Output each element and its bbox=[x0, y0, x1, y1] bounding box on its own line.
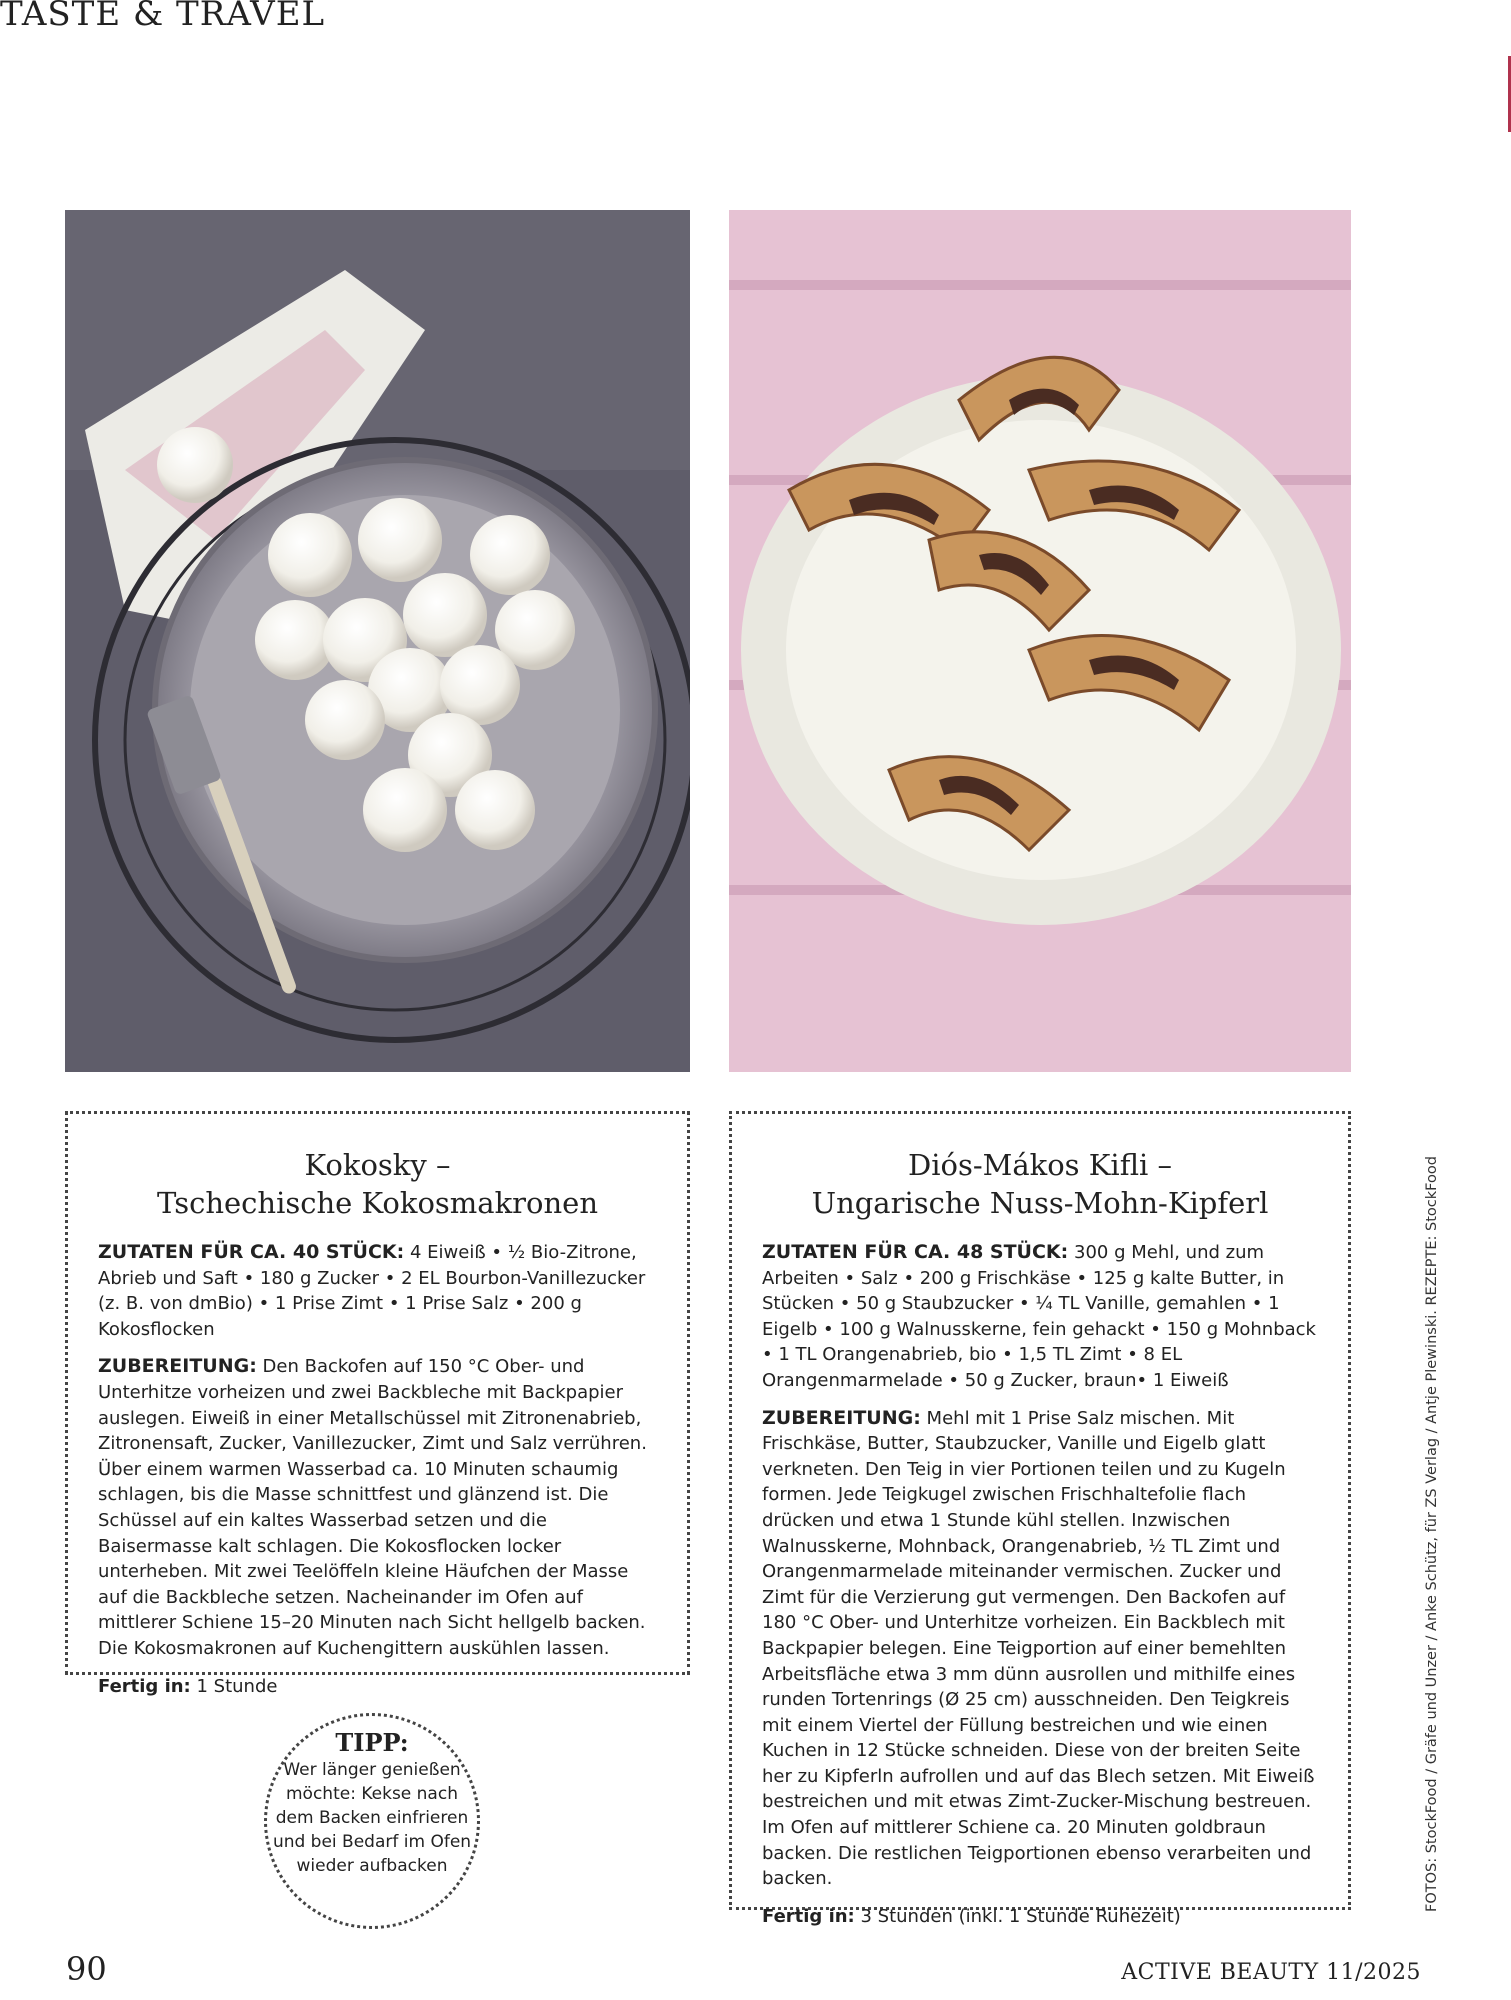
page-number: 90 bbox=[66, 1950, 107, 1988]
recipe-box-kokosky bbox=[65, 1111, 690, 1697]
ready-time-paragraph bbox=[98, 1674, 657, 1700]
recipe-title-line1: Diós-Mákos Kifli – bbox=[907, 1148, 1173, 1182]
recipe-title bbox=[762, 1146, 1318, 1222]
ingredients-label: ZUTATEN FÜR CA. 40 STÜCK: bbox=[98, 1241, 405, 1263]
magazine-issue: ACTIVE BEAUTY 11/2025 bbox=[1121, 1960, 1421, 1985]
preparation-text: Den Backofen auf 150 °C Ober- und Unterhitze vorheizen und zwei Backbleche mit Backpapier auslegen. Eiweiß in einer Metallschüssel mit Zitronenabrieb, Zitronensaft, Zucker, Vanillezucker, Zimt und Salz verrühren. Über einem warmen Wasserbad ca. 10 Minuten schaumig schlagen, bis die Masse schnittfest und glänzend ist. Die Schüssel auf ein kaltes Wasserbad setzen und die Baisermasse kalt schlagen. Die Kokosflocken locker unterheben. Mit zwei Teelöffeln kleine Häufchen der Masse auf die Backbleche setzen. Nacheinander im Ofen auf mittlerer Schiene 15–20 Minuten nach Sicht hellgelb backen. Die Kokosmakronen auf Kuchengittern auskühlen lassen. bbox=[98, 1356, 647, 1659]
preparation-text: Mehl mit 1 Prise Salz mischen. Mit Frischkäse, Butter, Staubzucker, Vanille und Eigelb glatt verkneten. Den Teig in vier Portionen teilen und zu Kugeln formen. Jede Teigkugel zwischen Frischhaltefolie flach drücken und etwa 1 Stunde kühl stellen. Inzwischen Walnusskerne, Mohnback, Orangenabrieb, ½ TL Zimt und Orangenmarmelade miteinander vermischen. Zucker und Zimt für die Verzierung gut vermengen. Den Backofen auf 180 °C Ober- und Unterhitze vorheizen. Ein Backblech mit Backpapier belegen. Eine Teigportion auf einer bemehlten Arbeitsfläche etwa 3 mm dünn ausrollen und mithilfe eines runden Tortenrings (Ø 25 cm) ausschneiden. Den Teigkreis mit einem Viertel der Füllung bestreichen und wie einen Kuchen in 12 Stücke schneiden. Diese von der breiten Seite her zu Kipferln aufrollen und auf das Blech setzen. Mit Eiweiß bestreichen und mit etwas Zimt-Zucker-Mischung bestreuen. Im Ofen auf mittlerer Schiene ca. 20 Minuten goldbraun backen. Die restlichen Teigportionen ebenso verarbeiten und backen. bbox=[762, 1407, 1315, 1890]
preparation-paragraph bbox=[762, 1406, 1318, 1892]
ready-time-text: 1 Stunde bbox=[190, 1675, 278, 1697]
preparation-label: ZUBEREITUNG: bbox=[98, 1355, 257, 1378]
preparation-label: ZUBEREITUNG: bbox=[762, 1406, 921, 1429]
coconut-macaroons-illustration bbox=[65, 210, 690, 1072]
kifli-illustration bbox=[729, 210, 1351, 1072]
recipe-title-line1: Kokosky – bbox=[304, 1148, 451, 1182]
ready-time-text: 3 Stunden (inkl. 1 Stunde Ruhezeit) bbox=[854, 1905, 1181, 1927]
coconut-macaroons-photo bbox=[65, 210, 690, 1072]
ingredients-label: ZUTATEN FÜR CA. 48 STÜCK: bbox=[762, 1241, 1069, 1263]
nut-poppy-kifli-photo bbox=[729, 210, 1351, 1072]
ingredients-text: 4 Eiweiß • ½ Bio-Zitrone, Abrieb und Saft • 180 g Zucker • 2 EL Bourbon-Vanillezucker (z. B. von dmBio) • 1 Prise Zimt • 1 Prise Salz • 200 g Kokosflocken bbox=[98, 1242, 646, 1340]
preparation-paragraph bbox=[98, 1354, 657, 1661]
ready-time-label: Fertig in: bbox=[98, 1675, 191, 1697]
recipe-title bbox=[98, 1146, 657, 1222]
recipe-title-line2: Ungarische Nuss-Mohn-Kipferl bbox=[811, 1186, 1269, 1220]
photo-credits: FOTOS: StockFood / Gräfe und Unzer / Anke Schütz, für ZS Verlag / Antje Plewinski. REZEPTE: StockFood bbox=[1424, 1156, 1440, 1912]
recipe-title-line2: Tschechische Kokosmakronen bbox=[156, 1186, 599, 1220]
recipe-box-dios-makos-kifli bbox=[729, 1111, 1351, 1927]
tip-callout bbox=[264, 1713, 480, 1929]
ready-time-paragraph bbox=[762, 1904, 1318, 1930]
tip-title: TIPP: bbox=[335, 1728, 409, 1757]
ingredients-paragraph bbox=[98, 1240, 657, 1342]
section-title: TASTE & TRAVEL bbox=[0, 0, 326, 34]
ready-time-label: Fertig in: bbox=[762, 1905, 855, 1927]
ingredients-paragraph bbox=[762, 1240, 1318, 1394]
ingredients-text: 300 g Mehl, und zum Arbeiten • Salz • 200 g Frischkäse • 125 g kalte Butter, in Stücken • 50 g Staubzucker • ¼ TL Vanille, gemahlen • 1 Eigelb • 100 g Walnusskerne, fein gehackt • 150 g Mohnback • 1 TL Orangenabrieb, bio • 1,5 TL Zimt • 8 EL Orangenmarmelade • 50 g Zucker, braun• 1 Eiweiß bbox=[762, 1242, 1316, 1391]
tip-text: Wer länger genießen möchte: Kekse nach dem Backen einfrieren und bei Bedarf im Ofen wieder aufbacken bbox=[272, 1760, 472, 1876]
